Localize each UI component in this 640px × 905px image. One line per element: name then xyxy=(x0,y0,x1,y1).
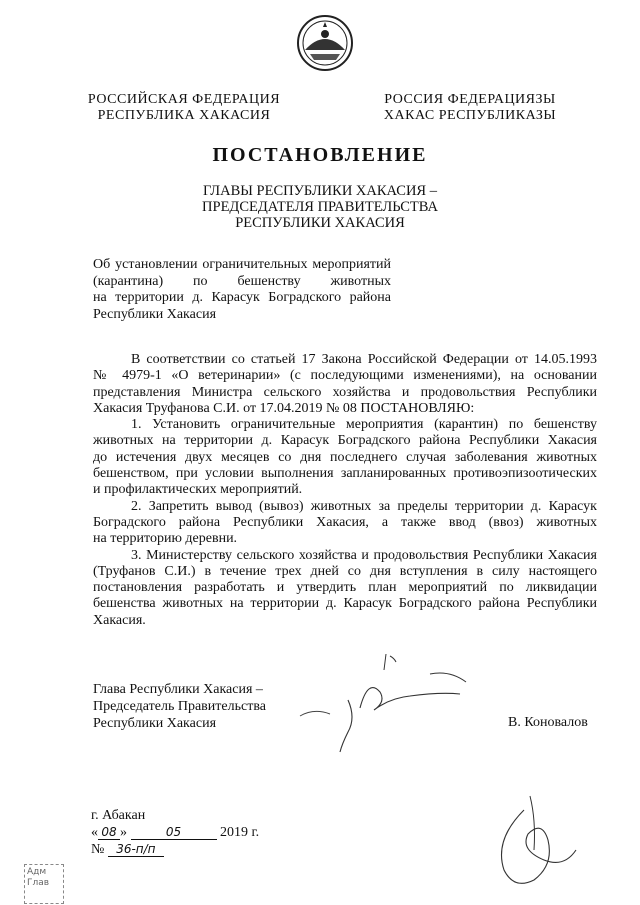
document-body xyxy=(93,352,597,629)
coat-of-arms-emblem xyxy=(296,14,354,72)
subject-line: Об установлении ограничительных мероприятий xyxy=(93,257,391,272)
handwritten-signature xyxy=(290,648,490,758)
header-left-line1: РОССИЙСКАЯ ФЕДЕРАЦИЯ xyxy=(87,92,281,107)
date-month: 05 xyxy=(131,825,217,840)
subject-line: (карантина) по бешенству животных xyxy=(93,273,391,289)
date-day: 08 xyxy=(98,825,120,840)
date-open-quote: « xyxy=(91,825,98,840)
subtitle-line: РЕСПУБЛИКИ ХАКАСИЯ xyxy=(235,215,405,231)
body-line: бешенством, при условии выполнения запланированных противоэпизоотических xyxy=(93,466,597,482)
body-line: Хакасия Труфанова С.И. от 17.04.2019 № 08 ПОСТАНОВЛЯЮ: xyxy=(93,400,475,416)
body-line: 1. Установить ограничительные мероприятия (карантин) по бешенству xyxy=(131,417,597,433)
signatory-name: В. Коновалов xyxy=(508,715,588,730)
body-line: 2. Запретить вывод (вывоз) животных за пределы территории д. Карасук xyxy=(131,498,597,514)
signatory-line: Председатель Правительства xyxy=(93,699,266,714)
body-line: животных на территории д. Карасук Боградского района Республики Хакасия xyxy=(93,433,597,449)
body-line: № 4979-1 «О ветеринарии» (с последующими изменениями), на основании xyxy=(93,368,597,384)
registration-stamp xyxy=(24,864,64,904)
body-line: Хакасия. xyxy=(93,612,146,628)
document-number-line xyxy=(91,842,164,858)
document-subtitle xyxy=(0,183,640,231)
date-year: 2019 г. xyxy=(220,825,260,840)
document-title: ПОСТАНОВЛЕНИЕ xyxy=(212,144,428,166)
body-line: (Труфанов С.И.) в течение трех дней со дня вступления в силу настоящего xyxy=(93,563,597,579)
header-right xyxy=(372,92,568,124)
header-right-line1: РОССИЯ ФЕДЕРАЦИЯЗЫ xyxy=(384,92,556,107)
body-line: В соответствии со статьей 17 Закона Российской Федерации от 14.05.1993 xyxy=(131,352,597,367)
body-line: и профилактических мероприятий. xyxy=(93,482,303,498)
date-line xyxy=(91,825,259,841)
body-line: 3. Министерству сельского хозяйства и продовольствия Республики Хакасия xyxy=(131,547,597,563)
body-line: до истечения двух месяцев со дня последнего случая заболевания животных xyxy=(93,449,597,465)
header-left xyxy=(84,92,284,124)
subject-line: Республики Хакасия xyxy=(93,306,217,322)
signatory-line: Глава Республики Хакасия – xyxy=(93,682,263,697)
subtitle-line: ПРЕДСЕДАТЕЛЯ ПРАВИТЕЛЬСТВА xyxy=(202,199,438,215)
subject-line: на территории д. Карасук Боградского района xyxy=(93,290,391,305)
body-line: бешенства животных на территории д. Карасук Боградского района Республики xyxy=(93,596,597,612)
document-subject xyxy=(93,257,391,323)
place-of-issue: г. Абакан xyxy=(91,808,146,823)
handwritten-initials xyxy=(484,790,584,895)
date-close-quote: » xyxy=(120,825,127,840)
signatory-line: Республики Хакасия xyxy=(93,716,217,731)
stamp-line: Адм xyxy=(27,867,47,877)
header-left-line2: РЕСПУБЛИКА ХАКАСИЯ xyxy=(97,108,271,123)
body-line: представления Министра сельского хозяйства и продовольствия Республики xyxy=(93,384,597,400)
stamp-line: Глав xyxy=(27,878,50,888)
number-sign: № xyxy=(91,842,105,857)
header-right-line2: ХАКАС РЕСПУБЛИКАЗЫ xyxy=(383,108,557,123)
subtitle-line: ГЛАВЫ РЕСПУБЛИКИ ХАКАСИЯ – xyxy=(203,183,437,199)
body-line: на территорию деревни. xyxy=(93,531,238,547)
body-line: постановления разработать и утвердить план мероприятий по ликвидации xyxy=(93,580,597,596)
document-number: 36-п/п xyxy=(108,842,164,857)
signatory-position xyxy=(93,681,313,732)
body-line: Боградского района Республики Хакасия, а также ввод (ввоз) животных xyxy=(93,514,597,530)
